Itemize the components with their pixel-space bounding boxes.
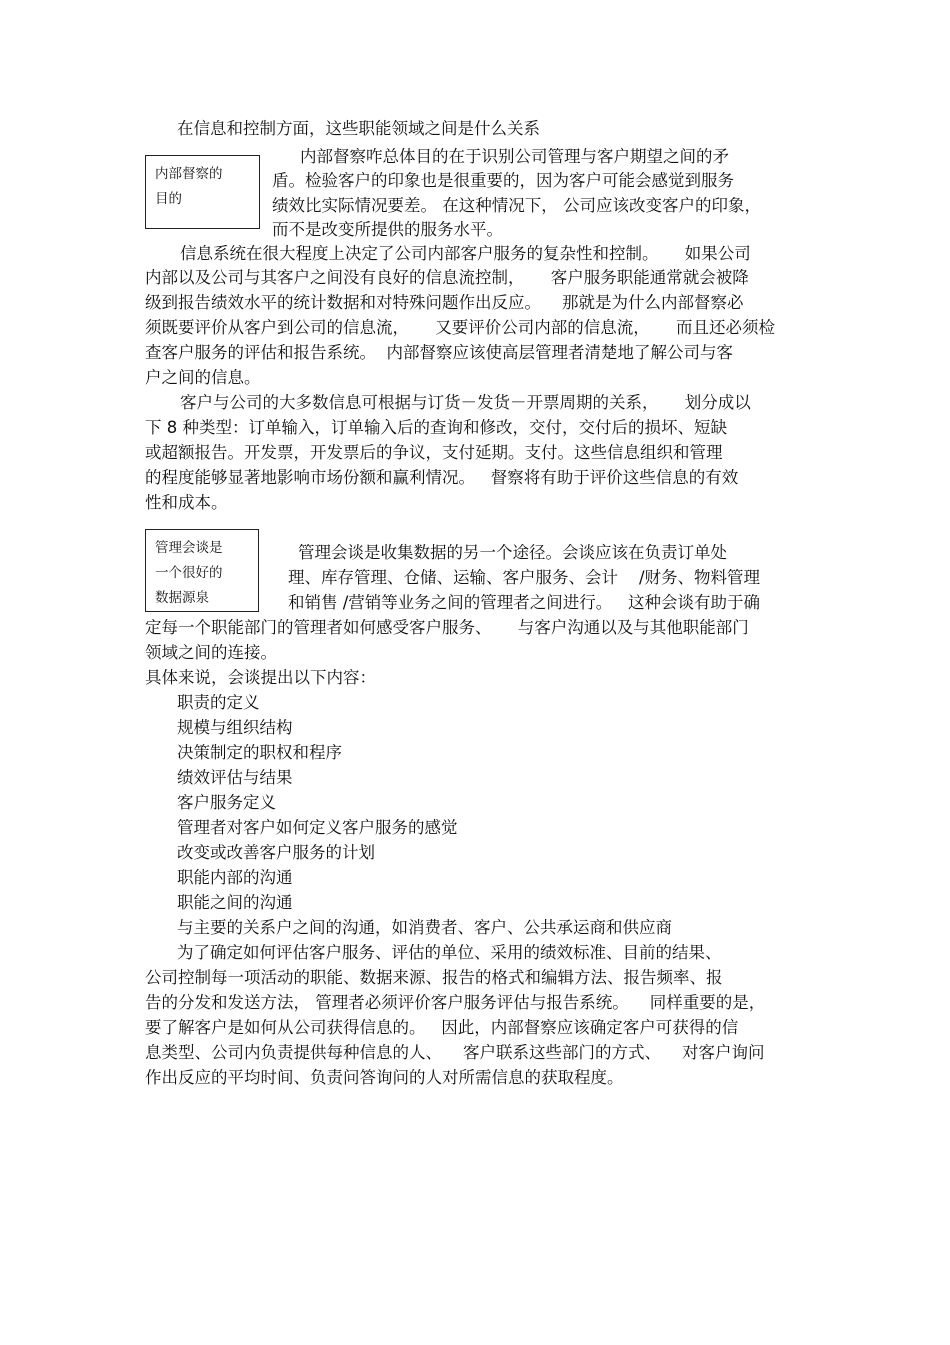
paragraph-line: 或超额报告。开发票，开发票后的争议，支付延期。支付。这些信息组织和管理 xyxy=(145,443,723,462)
list-item: 职责的定义 xyxy=(177,693,260,712)
paragraph-line: 信息系统在很大程度上决定了公司内部客户服务的复杂性和控制。 如果公司 xyxy=(180,244,751,263)
margin-note-line: 管理会谈是 xyxy=(155,540,223,556)
paragraph-line: 的程度能够显著地影响市场份额和赢利情况。 督察将有助于评价这些信息的有效 xyxy=(145,468,739,487)
list-item: 规模与组织结构 xyxy=(177,718,293,737)
paragraph-line: 理、库存管理、仓储、运输、客户服务、会计 /财务、物料管理 xyxy=(288,568,761,587)
paragraph-line: 盾。检验客户的印象也是很重要的，因为客户可能会感觉到服务 xyxy=(272,171,734,190)
paragraph-line: 公司控制每一项活动的职能、数据来源、报告的格式和编辑方法、报告频率、报 xyxy=(145,968,723,987)
paragraph-line: 户之间的信息。 xyxy=(145,368,261,387)
list-item: 改变或改善客户服务的计划 xyxy=(177,843,375,862)
paragraph-line: 查客户服务的评估和报告系统。 内部督察应该使高层管理者清楚地了解公司与客 xyxy=(145,343,733,362)
margin-note-box-interviews xyxy=(145,529,259,612)
section-heading: 在信息和控制方面，这些职能领域之间是什么关系 xyxy=(177,119,540,138)
paragraph-line: 内部以及公司与其客户之间没有良好的信息流控制， 客户服务职能通常就会被降 xyxy=(145,268,749,287)
paragraph-line: 息类型、公司内负责提供每种信息的人、 客户联系这些部门的方式、 对客户询问 xyxy=(145,1043,765,1062)
list-item: 决策制定的职权和程序 xyxy=(177,743,342,762)
list-item: 与主要的关系户之间的沟通，如消费者、客户、公共承运商和供应商 xyxy=(177,918,672,937)
paragraph-line: 作出反应的平均时间、负责问答询问的人对所需信息的获取程度。 xyxy=(145,1068,624,1087)
paragraph-line: 而不是改变所提供的服务水平。 xyxy=(272,220,503,239)
margin-note-box-purpose xyxy=(145,155,260,229)
paragraph-line: 绩效比实际情况要差。 在这种情况下， 公司应该改变客户的印象， xyxy=(272,196,761,215)
paragraph-line: 领域之间的连接。 xyxy=(145,643,277,662)
list-item: 职能之间的沟通 xyxy=(177,893,293,912)
paragraph-line: 级到报告绩效水平的统计数据和对特殊问题作出反应。 那就是为什么内部督察必 xyxy=(145,293,744,312)
list-item: 绩效评估与结果 xyxy=(177,768,293,787)
list-item: 职能内部的沟通 xyxy=(177,868,293,887)
paragraph-line: 下 8 种类型：订单输入，订单输入后的查询和修改，交付，交付后的损坏、短缺 xyxy=(145,418,727,437)
paragraph-line: 内部督察咋总体目的在于识别公司管理与客户期望之间的矛 xyxy=(300,147,729,166)
margin-note-line: 内部督察的 xyxy=(155,166,223,182)
margin-note-line: 数据源泉 xyxy=(155,590,209,606)
paragraph-line: 为了确定如何评估客户服务、评估的单位、采用的绩效标准、目前的结果、 xyxy=(177,943,722,962)
paragraph-line: 须既要评价从客户到公司的信息流， 又要评价公司内部的信息流， 而且还必须检 xyxy=(145,318,775,337)
margin-note-line: 一个很好的 xyxy=(155,565,223,581)
paragraph-line: 和销售 /营销等业务之间的管理者之间进行。 这种会谈有助于确 xyxy=(288,593,761,612)
list-item: 客户服务定义 xyxy=(177,793,276,812)
paragraph-line: 定每一个职能部门的管理者如何感受客户服务、 与客户沟通以及与其他职能部门 xyxy=(145,618,749,637)
paragraph-line: 告的分发和发送方法， 管理者必须评价客户服务评估与报告系统。 同样重要的是， xyxy=(145,993,766,1012)
paragraph-line: 客户与公司的大多数信息可根据与订货－发货－开票周期的关系， 划分成以 xyxy=(180,393,751,412)
paragraph-line: 管理会谈是收集数据的另一个途径。会谈应该在负责订单处 xyxy=(298,543,727,562)
list-item: 管理者对客户如何定义客户服务的感觉 xyxy=(177,818,458,837)
paragraph-line: 具体来说，会谈提出以下内容： xyxy=(145,668,376,687)
margin-note-line: 目的 xyxy=(155,191,182,207)
paragraph-line: 性和成本。 xyxy=(145,493,228,512)
paragraph-line: 要了解客户是如何从公司获得信息的。 因此，内部督察应该确定客户可获得的信 xyxy=(145,1018,739,1037)
